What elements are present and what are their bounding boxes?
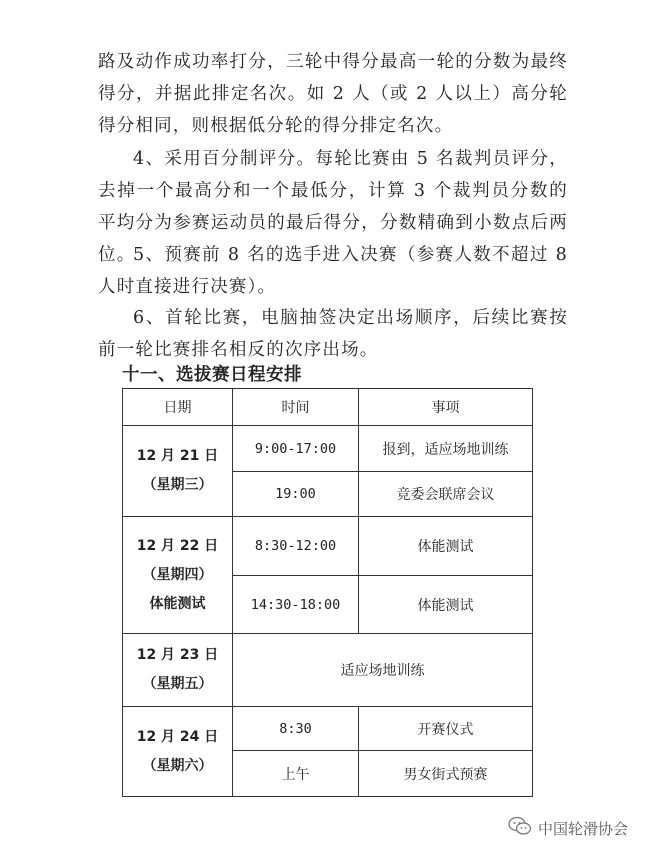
- paragraph-scoring: 路及动作成功率打分，三轮中得分最高一轮的分数为最终得分，并据此排定名次。如 2 人（或 2 人以上）高分轮得分相同，则根据低分轮的得分排定名次。: [98, 52, 568, 136]
- date-cell: [123, 517, 233, 634]
- weekday-line: （星期四）: [142, 566, 213, 583]
- item-cell: 男女街式预赛: [359, 751, 533, 797]
- time-cell: 8:30: [233, 707, 359, 751]
- schedule-table: [122, 388, 533, 797]
- date-line: 12 月 24 日: [136, 728, 219, 745]
- table-row: [123, 426, 533, 472]
- header-item: 事项: [359, 389, 533, 426]
- wechat-icon: [508, 816, 532, 840]
- date-line: 12 月 22 日: [136, 537, 219, 554]
- item-cell: 报到，适应场地训练: [359, 426, 533, 472]
- date-cell: [123, 634, 233, 707]
- date-cell: [123, 707, 233, 797]
- header-time: 时间: [233, 389, 359, 426]
- watermark: [508, 816, 628, 840]
- time-cell: 14:30-18:00: [233, 576, 359, 634]
- weekday-line: （星期六）: [142, 757, 213, 774]
- day-note: 体能测试: [149, 595, 206, 612]
- merged-item-cell: 适应场地训练: [233, 634, 533, 707]
- date-line: 12 月 21 日: [136, 448, 219, 464]
- date-line: 12 月 23 日: [136, 647, 219, 663]
- paragraph-rule-6: 6、首轮比赛，电脑抽签决定出场顺序，后续比赛按前一轮比赛排名相反的次序出场。: [98, 308, 568, 360]
- table-header-row: [123, 389, 533, 426]
- item-cell: 竞委会联席会议: [359, 472, 533, 517]
- section-title: 十一、选拔赛日程安排: [122, 365, 302, 385]
- time-cell: 9:00-17:00: [233, 426, 359, 472]
- item-cell: 体能测试: [359, 576, 533, 634]
- header-date: 日期: [123, 389, 233, 426]
- time-cell: 19:00: [233, 472, 359, 517]
- table-row: [123, 517, 533, 576]
- paragraph-rule-4: 4、采用百分制评分。每轮比赛由 5 名裁判员评分，去掉一个最高分和一个最低分，计算 3 个裁判员分数的平均分为参赛运动员的最后得分，分数精确到小数点后两位。: [98, 149, 568, 265]
- time-cell: 上午: [233, 751, 359, 797]
- table-row: [123, 707, 533, 751]
- item-cell: 开赛仪式: [359, 707, 533, 751]
- table-row: [123, 634, 533, 707]
- watermark-text: 中国轮滑协会: [538, 819, 629, 838]
- item-cell: 体能测试: [359, 517, 533, 576]
- weekday-line: （星期五）: [142, 676, 213, 692]
- date-cell: [123, 426, 233, 517]
- weekday-line: （星期三）: [142, 477, 213, 493]
- paragraph-rule-5: 5、预赛前 8 名的选手进入决赛（参赛人数不超过 8 人时直接进行决赛）。: [98, 245, 568, 297]
- time-cell: 8:30-12:00: [233, 517, 359, 576]
